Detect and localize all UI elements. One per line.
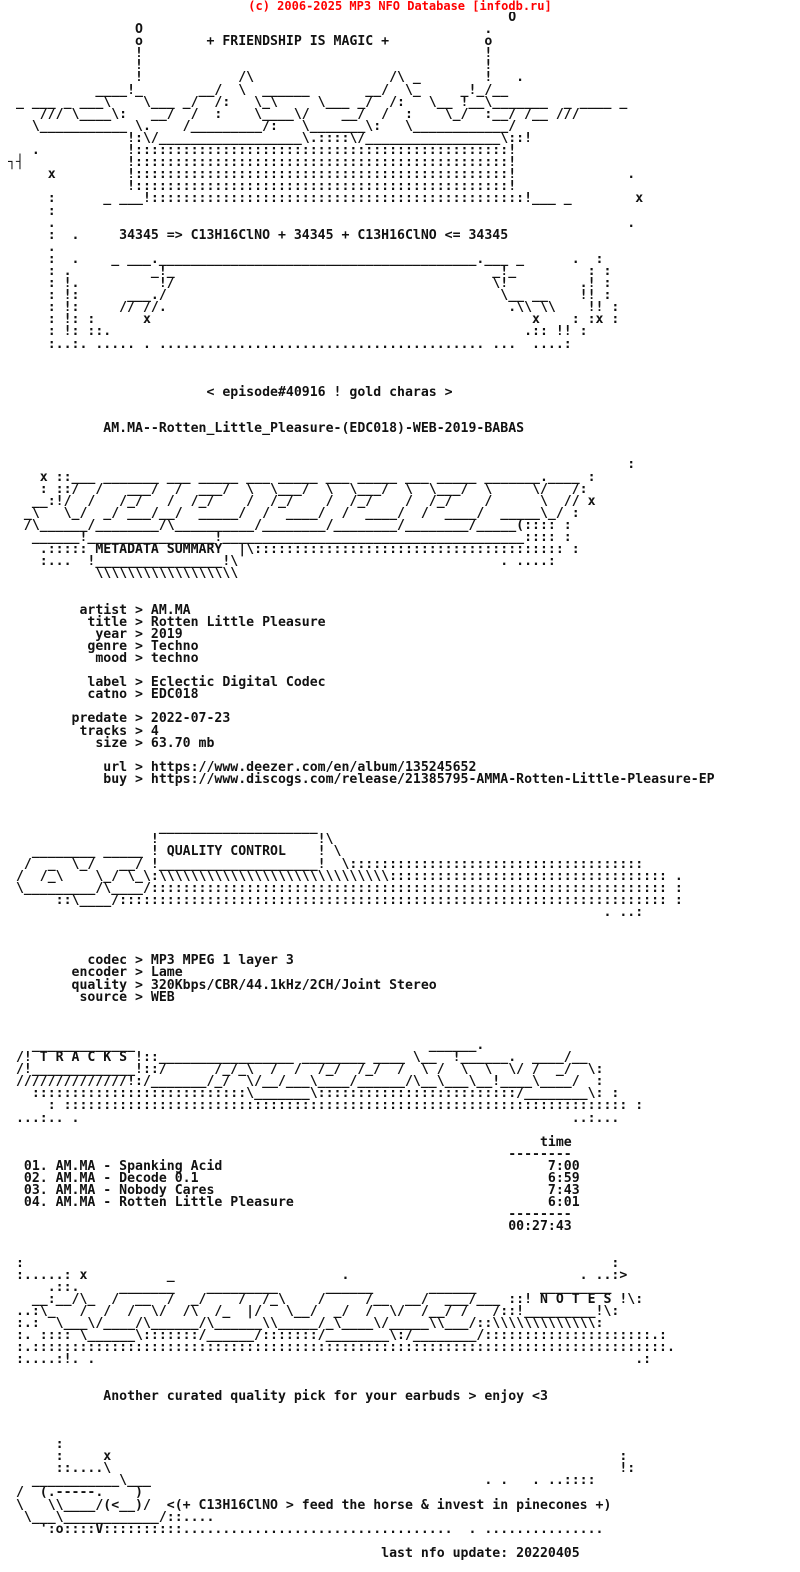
nfo-line: source > WEB xyxy=(8,989,175,1005)
nfo-line: catno > EDC018 xyxy=(8,687,199,703)
nfo-line: AM.MA--Rotten_Little_Pleasure-(EDC018)-WEB-2019-BABAS xyxy=(8,421,525,437)
nfo-line: ! /\ /\ _ ! . xyxy=(8,70,525,86)
nfo-line: __:!/ / /_/ / /_/ / /_/ / /_/ / /_/ / \ // x xyxy=(8,493,596,509)
nfo-line: ...:.. . ..:... xyxy=(8,1110,620,1126)
nfo-line: ':o::::V::::::::::.................................. . ............... xyxy=(8,1521,604,1537)
nfo-line: 04. AM.MA - Rotten Little Pleasure 6:01 xyxy=(8,1195,580,1211)
nfo-line: __:__/\_ / __ / _/ / /_\ / /__ __/ ___/___ ::! N O T E S !\: xyxy=(8,1291,644,1307)
nfo-line: / (.-----. ) xyxy=(8,1485,143,1501)
nfo-line xyxy=(8,399,798,411)
nfo-line: 03. AM.MA - Nobody Cares 7:43 xyxy=(8,1183,580,1199)
nfo-line: \\\\\\\\\\\\\\\\\\ xyxy=(8,566,239,582)
nfo-line: : xyxy=(8,203,56,219)
nfo-line: time xyxy=(8,1134,572,1150)
nfo-line: _ ___ _ ___\ \___ _/ /: \_\ \___ _/ /: \__ !__\_______ _ ____ _ xyxy=(8,94,628,110)
nfo-line xyxy=(8,1403,798,1415)
nfo-line: predate > 2022-07-23 xyxy=(8,711,231,727)
site-header: (c) 2006-2025 MP3 NFO Database [infodb.ru] xyxy=(248,0,552,13)
nfo-line: 01. AM.MA - Spanking Acid 7:00 xyxy=(8,1158,580,1174)
nfo-line: codec > MP3 MPEG 1 layer 3 xyxy=(8,953,294,969)
nfo-line: !:\/__________________\.::::\/_________________\::! xyxy=(8,130,533,146)
nfo-line: o + FRIENDSHIP IS MAGIC + o xyxy=(8,34,493,50)
nfo-line: : !: ___./ \__ __ !! : xyxy=(8,288,612,304)
nfo-line xyxy=(8,919,798,931)
nfo-line: !:::::::::::::::::::::::::::::::::::::::::::::::! xyxy=(8,179,517,195)
nfo-line: :. :::: \______\:::::::/______/:::::::/________\:/________/:::::::::::::::::::::.: xyxy=(8,1328,667,1344)
nfo-line: ! ! xyxy=(8,46,493,62)
nfo-line: : : xyxy=(8,1255,620,1271)
nfo-line: \___\____________/::.... xyxy=(8,1509,215,1525)
nfo-line: :....:!. . .: xyxy=(8,1352,652,1368)
nfo-line: :.: \___\/____/\______/\______\\_____/_\____\/_____\\___/::\\\\\\\\\\\\\: xyxy=(8,1316,604,1332)
nfo-line: . !:::::::::::::::::::::::::::::::::::::::::::::::! xyxy=(8,143,517,159)
nfo-line: artist > AM.MA xyxy=(8,602,191,618)
nfo-line: \___________ \. /_________/: \_______\: \____________/ xyxy=(8,118,517,134)
nfo-line: . . xyxy=(8,215,636,231)
nfo-line: ________ _____ ! QUALITY CONTROL ! \ xyxy=(8,844,342,860)
nfo-line: /! T R A C K S !::_________________ ________ ____ \__ !______. ____/__ xyxy=(8,1050,588,1066)
nfo-line xyxy=(8,363,798,375)
nfo-line: url > https://www.deezer.com/en/album/135245652 xyxy=(8,759,477,775)
nfo-line: 00:27:43 xyxy=(8,1219,572,1235)
nfo-line: \ \\____/(<__)/ <(+ C13H16ClNO > feed the horse & invest in pinecones +) xyxy=(8,1497,612,1513)
nfo-line xyxy=(8,1233,798,1245)
nfo-line: : xyxy=(8,1437,64,1453)
nfo-line: ┐┤ !:::::::::::::::::::::::::::::::::::::::::::::::! xyxy=(8,155,517,171)
nfo-line: :... !________________!\ . ....: xyxy=(8,554,556,570)
nfo-line: \_________/\____/::::::::::::::::::::::::::::::::::::::::::::::::::::::::::::::::: : xyxy=(8,880,683,896)
nfo-line: ___________\___ . . . ..:::: xyxy=(8,1473,596,1489)
nfo-line: : !. !/ \! .! : xyxy=(8,276,612,292)
nfo-line: /!_____________!::/ /_/_\ / / /_/ /_/ / \ / \ \ \/ / _/ \: xyxy=(8,1062,604,1078)
nfo-line: : . _ ___.________________________________________.___ _ . : xyxy=(8,251,604,267)
nfo-line: O xyxy=(8,12,517,25)
nfo-line: mood > techno xyxy=(8,650,199,666)
nfo-line: ! !\ xyxy=(8,832,334,848)
nfo-line: buy > https://www.discogs.com/release/21385795-AMMA-Rotten-Little-Pleasure-EP xyxy=(8,771,715,787)
nfo-line: Another curated quality pick for your earbuds > enjoy <3 xyxy=(8,1388,548,1404)
nfo-line: : ::::::::::::::::::::::::::::::::::::::::::::::::::::::::::::::::::::::: : xyxy=(8,1098,644,1114)
nfo-line: encoder > Lame xyxy=(8,965,183,981)
nfo-line: _\ \_/ _/ ___/__/ _____/ / ____/ / ____/ / ____/ _____\_/ : xyxy=(8,505,580,521)
nfo-line: : !: ::. .:: !! : xyxy=(8,324,588,340)
nfo-line: ..:\_ / / / \/ /\ /_ |/ \__/ _/ / \/ /__/ / /::!_________!\: xyxy=(8,1304,620,1320)
nfo-line: 02. AM.MA - Decode 0.1 6:59 xyxy=(8,1171,580,1186)
nfo-line: tracks > 4 xyxy=(8,723,159,739)
nfo-line: :..:. ..... . ......................................... ... ....: xyxy=(8,336,572,352)
nfo-line: _____________ ______. xyxy=(8,1037,485,1053)
nfo-line: ____!_ __/ \ ______ __/ \_ _!_/__ xyxy=(8,82,509,98)
nfo-line: : ::/ / ___/ / ___/ \ \___/ \ \___/ \ \___/ \ \/ /: xyxy=(8,481,588,497)
nfo-line: : x : xyxy=(8,1449,628,1465)
nfo-line: size > 63.70 mb xyxy=(8,735,215,751)
nfo-line: < episode#40916 ! gold charas > xyxy=(8,384,453,400)
nfo-line xyxy=(8,435,798,447)
nfo-line: : !: : x x : :x : xyxy=(8,312,620,328)
nfo-line xyxy=(8,786,798,798)
nfo-line: ::\____/::::::::::::::::::::::::::::::::::::::::::::::::::::::::::::::::::::: : xyxy=(8,892,683,908)
nfo-line: last nfo update: 20220405 xyxy=(8,1545,580,1560)
nfo-line: :.....: x _ . . ..:> xyxy=(8,1267,628,1283)
nfo-line: / _ \_/ __/ !____________________! \::::::::::::::::::::::::::::::::::::: xyxy=(8,856,644,872)
nfo-line xyxy=(8,1367,798,1379)
nfo-line: ! ! xyxy=(8,58,493,74)
nfo-line: x !:::::::::::::::::::::::::::::::::::::::::::::::! . xyxy=(8,167,636,183)
nfo-line: x ::___ _______ ___ _____ ___ _____ ___ _____ ___ _____ _______.____ : xyxy=(8,469,596,485)
nfo-line: /\______/________/\__________/________/________/________/_____(:::: : xyxy=(8,517,572,533)
nfo-line: title > Rotten Little Pleasure xyxy=(8,614,326,630)
nfo-line: .::. _______ _________ ______ ______ _________ xyxy=(8,1279,612,1295)
nfo-line: label > Eclectic Digital Codec xyxy=(8,675,326,691)
nfo-line: -------- xyxy=(8,1207,572,1223)
nfo-line xyxy=(8,580,798,592)
nfo-line: . ..: xyxy=(8,904,644,920)
nfo-line: : xyxy=(8,457,636,473)
nfo-line: ::....\ !: xyxy=(8,1461,636,1477)
nfo-line xyxy=(8,1004,798,1016)
nfo-line: -------- xyxy=(8,1146,572,1162)
nfo-line: /// \____\: __/ / : \____\/ __/ / : \_/ :__/ /__ /// xyxy=(8,106,580,122)
nfo-line: quality > 320Kbps/CBR/44.1kHz/2CH/Joint Stereo xyxy=(8,977,437,993)
nfo-line: ____________________ xyxy=(8,820,318,836)
nfo-line: :::::::::::::::::::::::::::\_______\:::::::::::::::::::::::::/________\: : xyxy=(8,1086,620,1102)
nfo-line: genre > Techno xyxy=(8,638,199,654)
nfo-line xyxy=(8,1415,798,1427)
nfo-line: / /_\ \_/ \_\:\\\\\\\\\\\\\\\\\\\\\\\\\\\\\::::::::::::::::::::::::::::::::::: . xyxy=(8,868,683,884)
nfo-line xyxy=(8,1016,798,1028)
nfo-line: : . _!_ _!_ : : xyxy=(8,263,612,279)
nfo-line xyxy=(8,1427,798,1439)
nfo-line: year > 2019 xyxy=(8,626,183,642)
nfo-line: :.::::::::::::::::::::::::::::::::::::::::::::::::::::::::::::::::::::::::::::::::. xyxy=(8,1340,675,1356)
nfo-line: : . 34345 => C13H16ClNO + 34345 + C13H16ClNO <= 34345 xyxy=(8,227,509,243)
nfo-line: ______!________________!______________________________________:::: : xyxy=(8,530,572,546)
nfo-line: . xyxy=(8,239,56,255)
nfo-line xyxy=(8,798,798,810)
nfo-line: : !: // //. .\\ \\ !! : xyxy=(8,300,620,316)
nfo-line: //////////////!:/_______/_/ \/__/___\____/______/\__\___\__!____\____/ : xyxy=(8,1074,604,1090)
nfo-line xyxy=(8,351,798,363)
nfo-line: O . xyxy=(8,22,493,38)
nfo-line: .::::: METADATA SUMMARY |\::::::::::::::::::::::::::::::::::::::: : xyxy=(8,542,580,558)
nfo-line xyxy=(8,931,798,943)
nfo-line: : _ ___!:::::::::::::::::::::::::::::::::::::::::::::::!___ _ x xyxy=(8,191,644,207)
nfo-text-block xyxy=(8,12,798,1560)
